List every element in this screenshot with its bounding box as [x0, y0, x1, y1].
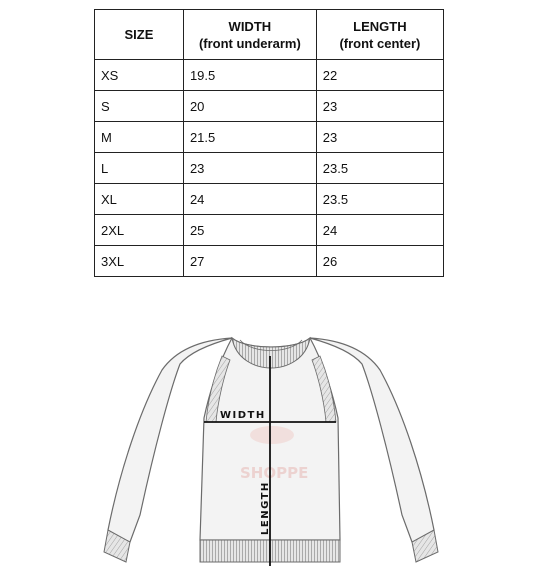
length-label: LENGTH: [260, 481, 271, 535]
size-cell: XL: [95, 184, 184, 215]
width-cell: 27: [183, 246, 316, 277]
table-row: [95, 153, 444, 184]
watermark-text: SHOPPE: [240, 464, 309, 482]
header-width: [183, 10, 316, 60]
table-row: [95, 60, 444, 91]
length-cell: 24: [316, 215, 443, 246]
size-cell: 2XL: [95, 215, 184, 246]
width-cell: 25: [183, 215, 316, 246]
size-cell: 3XL: [95, 246, 184, 277]
size-cell: XS: [95, 60, 184, 91]
header-length: [316, 10, 443, 60]
header-size-label: SIZE: [124, 27, 154, 42]
size-cell: M: [95, 122, 184, 153]
watermark-logo: [250, 426, 294, 444]
header-row: [95, 10, 444, 60]
width-label: WIDTH: [220, 410, 266, 421]
header-width-label: WIDTH: [228, 18, 272, 34]
size-chart-table: [94, 9, 444, 277]
width-cell: 20: [183, 91, 316, 122]
length-cell: 23.5: [316, 184, 443, 215]
length-cell: 23.5: [316, 153, 443, 184]
length-cell: 23: [316, 122, 443, 153]
header-length-sublabel: (front center): [339, 35, 421, 51]
width-cell: 21.5: [183, 122, 316, 153]
header-width-sublabel: (front underarm): [198, 35, 301, 51]
sweater-diagram: [100, 330, 440, 570]
width-cell: 23: [183, 153, 316, 184]
header-length-label: LENGTH: [353, 18, 407, 34]
length-cell: 23: [316, 91, 443, 122]
table-row: [95, 91, 444, 122]
table-row: [95, 246, 444, 277]
width-cell: 19.5: [183, 60, 316, 91]
header-size: [95, 10, 184, 60]
table-row: [95, 122, 444, 153]
length-cell: 22: [316, 60, 443, 91]
length-cell: 26: [316, 246, 443, 277]
width-cell: 24: [183, 184, 316, 215]
size-cell: L: [95, 153, 184, 184]
size-cell: S: [95, 91, 184, 122]
table-row: [95, 215, 444, 246]
table-row: [95, 184, 444, 215]
